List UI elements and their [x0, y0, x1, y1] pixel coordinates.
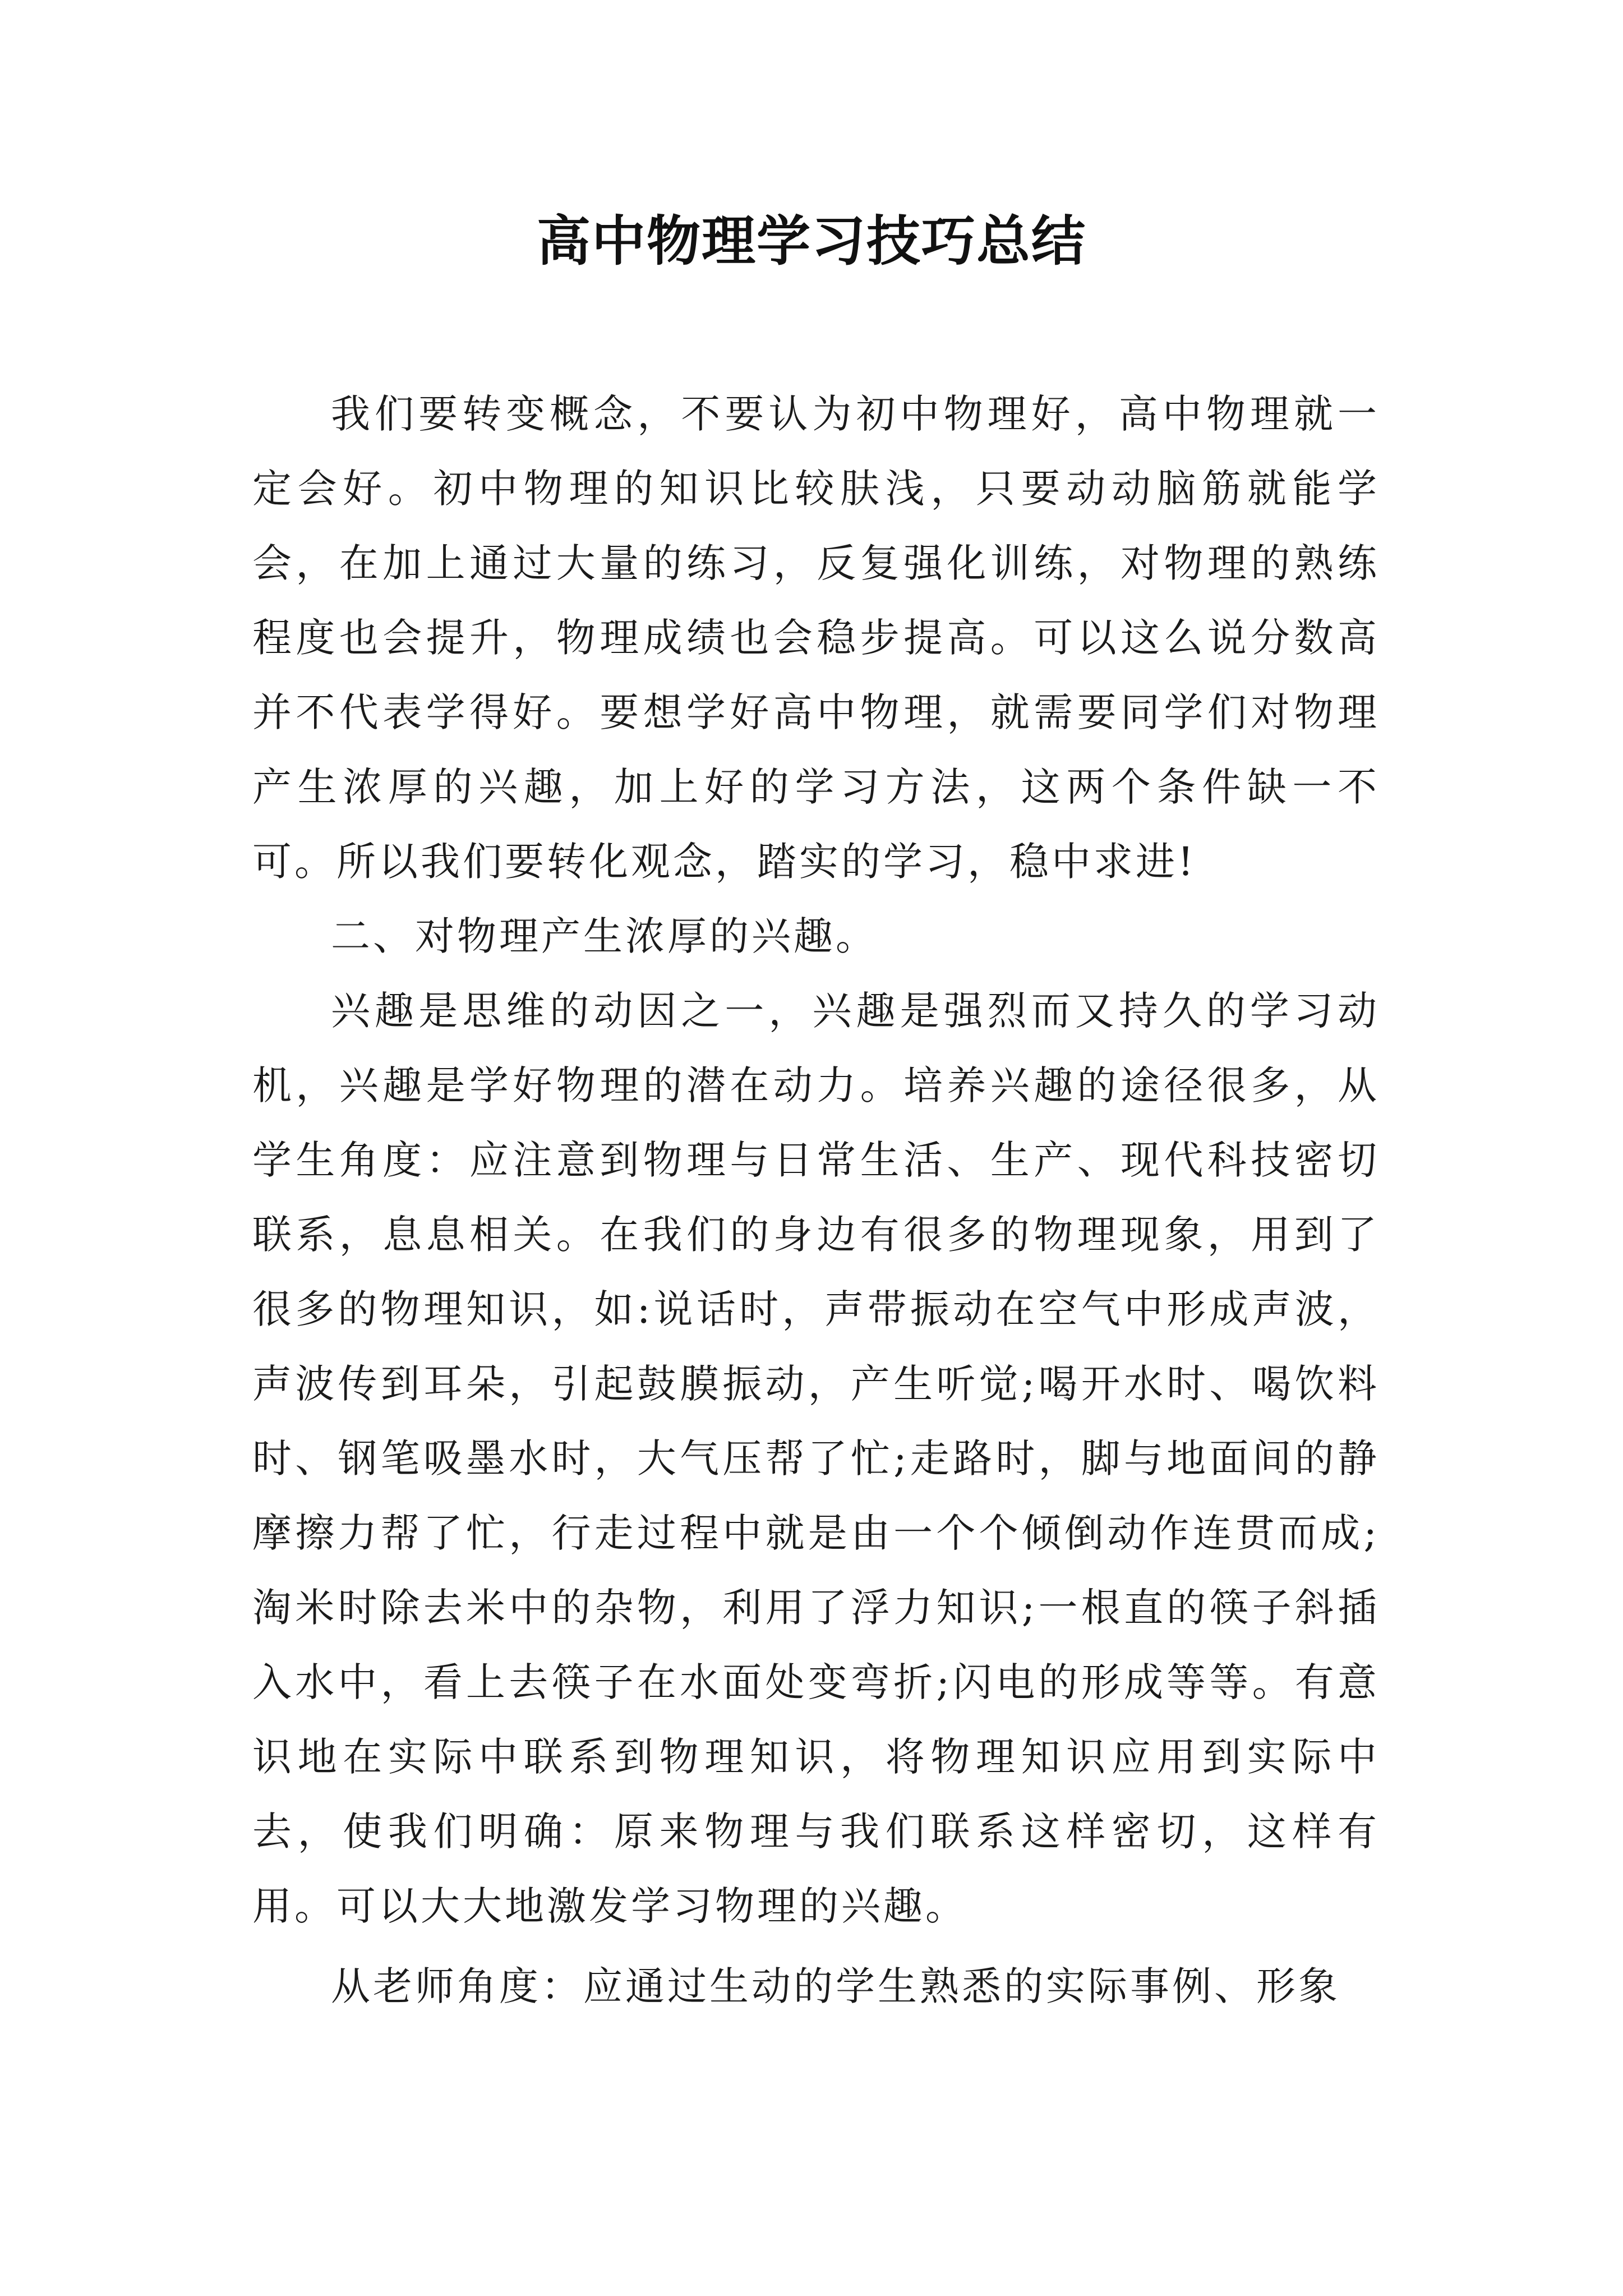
document-title: 高中物理学习技巧总结: [537, 209, 1086, 273]
paragraph-intro: 我们要转变概念，不要认为初中物理好，高中物理就一定会好。初中物理的知识比较肤浅，只要动动脑筋就能学会，在加上通过大量的练习，反复强化训练，对物理的熟练程度也会提升，物理成绩也会稳步提高。可以这么说分数高并不代表学得好。要想学好高中物理，就需要同学们对物理产生浓厚的兴趣，加上好的学习方法，这两个条件缺一不可。所以我们要转化观念，踏实的学习，稳中求进!: [252, 391, 1380, 885]
section-heading: 二、对物理产生浓厚的兴趣。: [331, 913, 878, 959]
document-body: [252, 377, 1380, 2024]
paragraph-interest: 兴趣是思维的动因之一，兴趣是强烈而又持久的学习动机，兴趣是学好物理的潜在动力。培养兴趣的途径很多，从学生角度：应注意到物理与日常生活、生产、现代科技密切联系，息息相关。在我们的身边有很多的物理现象，用到了很多的物理知识，如:说话时，声带振动在空气中形成声波，声波传到耳朵，引起鼓膜振动，产生听觉;喝开水时、喝饮料时、钢笔吸墨水时，大气压帮了忙;走路时，脚与地面间的静摩擦力帮了忙，行走过程中就是由一个个倾倒动作连贯而成;淘米时除去米中的杂物，利用了浮力知识;一根直的筷子斜插入水中，看上去筷子在水面处变弯折;闪电的形成等等。有意识地在实际中联系到物理知识，将物理知识应用到实际中去，使我们明确：原来物理与我们联系这样密切，这样有用。可以大大地激发学习物理的兴趣。: [252, 988, 1380, 1929]
paragraph-teacher: 从老师角度：应通过生动的学生熟悉的实际事例、形象: [331, 1963, 1340, 2009]
